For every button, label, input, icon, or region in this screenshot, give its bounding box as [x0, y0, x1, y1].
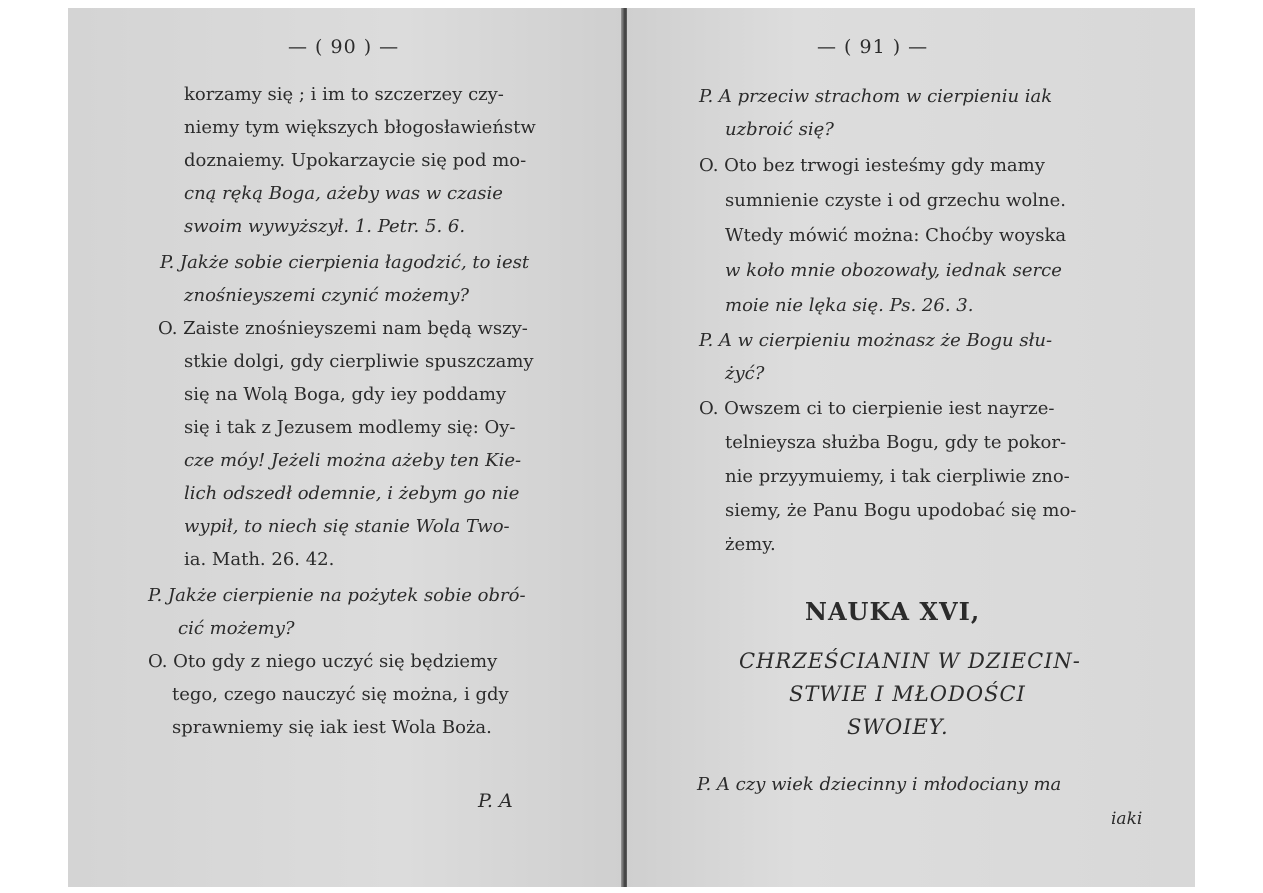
- question-line: P. A czy wiek dziecinny i młodociany ma: [697, 774, 1062, 795]
- question-line: znośnieyszemi czynić możemy?: [184, 285, 470, 306]
- text-line: nie przyymuiemy, i tak cierpliwie zno-: [725, 466, 1070, 487]
- text-line: wypił, to niech się stanie Wola Two-: [184, 516, 510, 537]
- text-line: sprawniemy się iak iest Wola Boża.: [172, 717, 492, 738]
- section-subheading: STWIE I MŁODOŚCI: [789, 682, 1026, 706]
- text-line: moie nie lęka się. Ps. 26. 3.: [725, 295, 974, 316]
- section-heading: NAUKA XVI,: [805, 597, 981, 626]
- question-line: żyć?: [725, 363, 765, 384]
- question-line: P. Jakże sobie cierpienia łagodzić, to iest: [160, 252, 530, 273]
- answer-line: O. Oto bez trwogi iesteśmy gdy mamy: [699, 155, 1045, 176]
- book-spread: [68, 8, 1195, 887]
- page-number: — ( 91 ) —: [817, 36, 929, 58]
- text-line: tego, czego nauczyć się można, i gdy: [172, 684, 509, 705]
- left-page: [68, 8, 623, 887]
- text-line: żemy.: [725, 534, 776, 555]
- section-subheading: SWOIEY.: [847, 715, 949, 739]
- text-line: się i tak z Jezusem modlemy się: Oy-: [184, 417, 516, 438]
- question-line: cić możemy?: [178, 618, 295, 639]
- text-line: się na Wolą Boga, gdy iey poddamy: [184, 384, 507, 405]
- section-subheading: CHRZEŚCIANIN W DZIECIN-: [739, 649, 1081, 673]
- text-line: niemy tym większych błogosławieństw: [184, 117, 536, 138]
- text-line: Wtedy mówić można: Choćby woyska: [725, 225, 1067, 246]
- question-line: P. A przeciw strachom w cierpieniu iak: [699, 86, 1053, 107]
- text-line: siemy, że Panu Bogu upodobać się mo-: [725, 500, 1077, 521]
- right-page: [627, 8, 1195, 887]
- text-line: lich odszedł odemnie, i żebym go nie: [184, 483, 520, 504]
- text-line: w koło mnie obozowały, iednak serce: [725, 260, 1062, 281]
- question-line: P. Jakże cierpienie na pożytek sobie obró-: [148, 585, 526, 606]
- text-line: swoim wywyższył. 1. Petr. 5. 6.: [184, 216, 466, 237]
- question-line: P. A w cierpieniu możnasz że Bogu słu-: [699, 330, 1053, 351]
- text-line: stkie dolgi, gdy cierpliwie spuszczamy: [184, 351, 534, 372]
- answer-line: O. Zaiste znośnieyszemi nam będą wszy-: [158, 318, 528, 339]
- page-number: — ( 90 ) —: [288, 36, 400, 58]
- text-line: telnieysza służba Bogu, gdy te pokor-: [725, 432, 1067, 453]
- catchword: P. A: [478, 790, 513, 812]
- catchword: iaki: [1111, 809, 1143, 829]
- text-line: doznaiemy. Upokarzaycie się pod mo-: [184, 150, 527, 171]
- text-line: cną ręką Boga, ażeby was w czasie: [184, 183, 503, 204]
- text-line: ia. Math. 26. 42.: [184, 549, 335, 570]
- answer-line: O. Oto gdy z niego uczyć się będziemy: [148, 651, 498, 672]
- text-line: korzamy się ; i im to szczerzey czy-: [184, 84, 504, 105]
- answer-line: O. Owszem ci to cierpienie iest nayrze-: [699, 398, 1055, 419]
- question-line: uzbroić się?: [725, 119, 834, 140]
- text-line: sumnienie czyste i od grzechu wolne.: [725, 190, 1066, 211]
- text-line: cze móy! Jeżeli można ażeby ten Kie-: [184, 450, 522, 471]
